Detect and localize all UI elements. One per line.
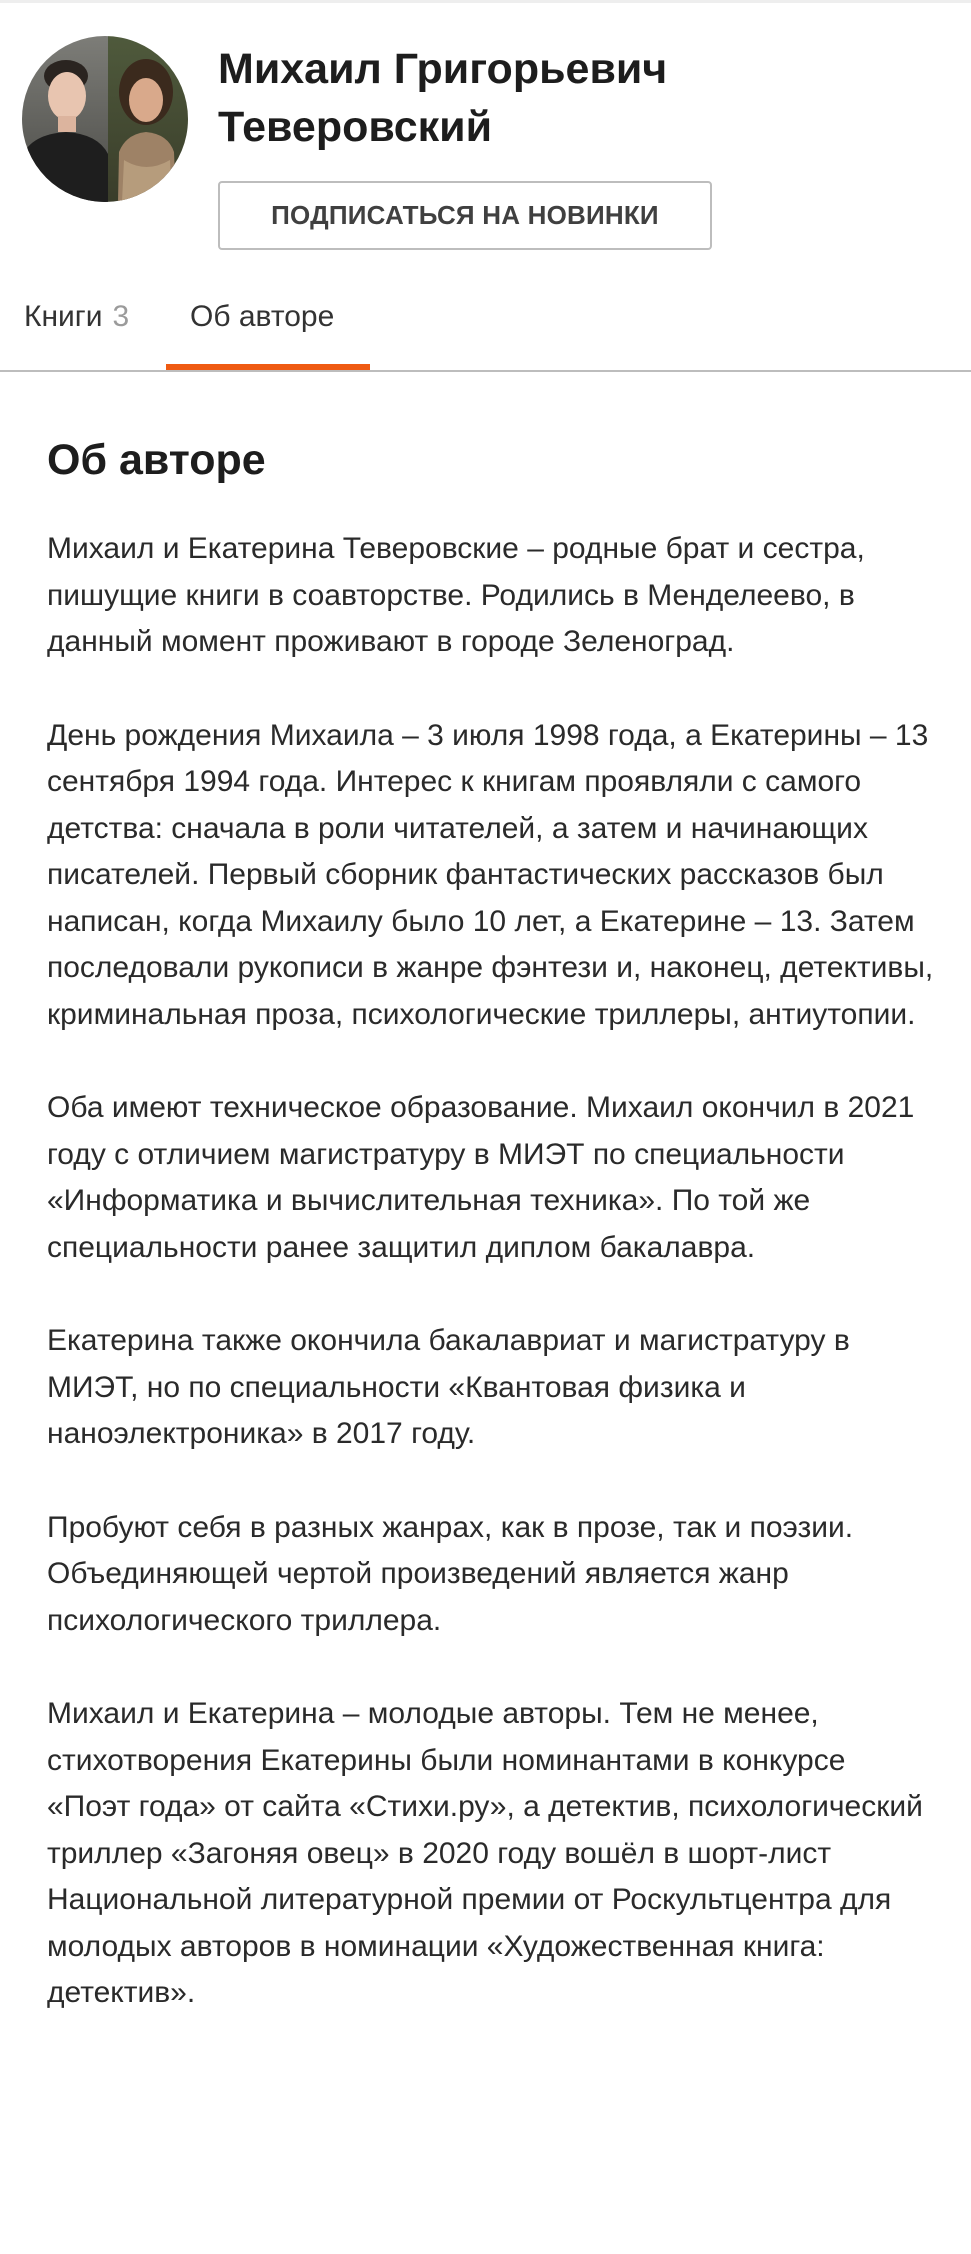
about-paragraph: Михаил и Екатерина Теверовские – родные брат и сестра, пишущие книги в соавторстве. Родились в Менделеево, в данный момент проживают в городе Зеленоград. [47,532,865,658]
author-tabs [0,280,971,372]
author-name [218,40,938,156]
subscribe-button[interactable]: ПОДПИСАТЬСЯ НА НОВИНКИ [218,181,712,250]
active-tab-indicator [166,364,370,370]
author-photo-icon [22,36,188,202]
author-name-line2: Теверовский [218,103,493,151]
tab-about-label: Об авторе [190,300,335,333]
author-header [0,0,971,370]
section-title: Об авторе [47,436,266,484]
tab-books-count: 3 [112,300,130,333]
tab-books[interactable] [24,300,129,334]
about-paragraph: Оба имеют техническое образование. Михаил окончил в 2021 году с отличием магистратуру в МИЭТ по специальности «Информатика и вычислительная техника». По той же специальности ранее защитил диплом бакалавра. [47,1091,915,1264]
about-paragraph: Екатерина также окончила бакалавриат и магистратуру в МИЭТ, но по специальности «Квантовая физика и наноэлектроника» в 2017 году. [47,1324,850,1450]
about-paragraph: День рождения Михаила – 3 июля 1998 года, а Екатерины – 13 сентября 1994 года. Интерес к книгам проявляли с самого детства: сначала в роли читателей, а затем и начинающих писателей. Первый сборник фантастических рассказов был написан, когда Михаилу было 10 лет, а Екатерине – 13. Затем последовали рукописи в жанре фэнтези и, наконец, детективы, криминальная проза, психологические триллеры, антиутопии. [47,718,934,1031]
tab-books-label: Книги [24,300,103,333]
tab-about[interactable] [190,300,334,334]
about-paragraph: Пробуют себя в разных жанрах, как в прозе, так и поэзии. Объединяющей чертой произведений является жанр психологического триллера. [47,1510,854,1637]
about-paragraph: Михаил и Екатерина – молодые авторы. Тем не менее, стихотворения Екатерины были номинантами в конкурсе «Поэт года» от сайта «Стихи.ру», а детектив, психологический триллер «Загоняя овец» в 2020 году вошёл в шорт-лист Национальной литературной премии от Роскультцентра для молодых авторов в номинации «Художественная книга: детектив». [47,1697,923,2009]
about-section [47,432,937,2017]
author-avatar [22,36,188,202]
author-name-line1: Михаил Григорьевич [218,45,668,93]
